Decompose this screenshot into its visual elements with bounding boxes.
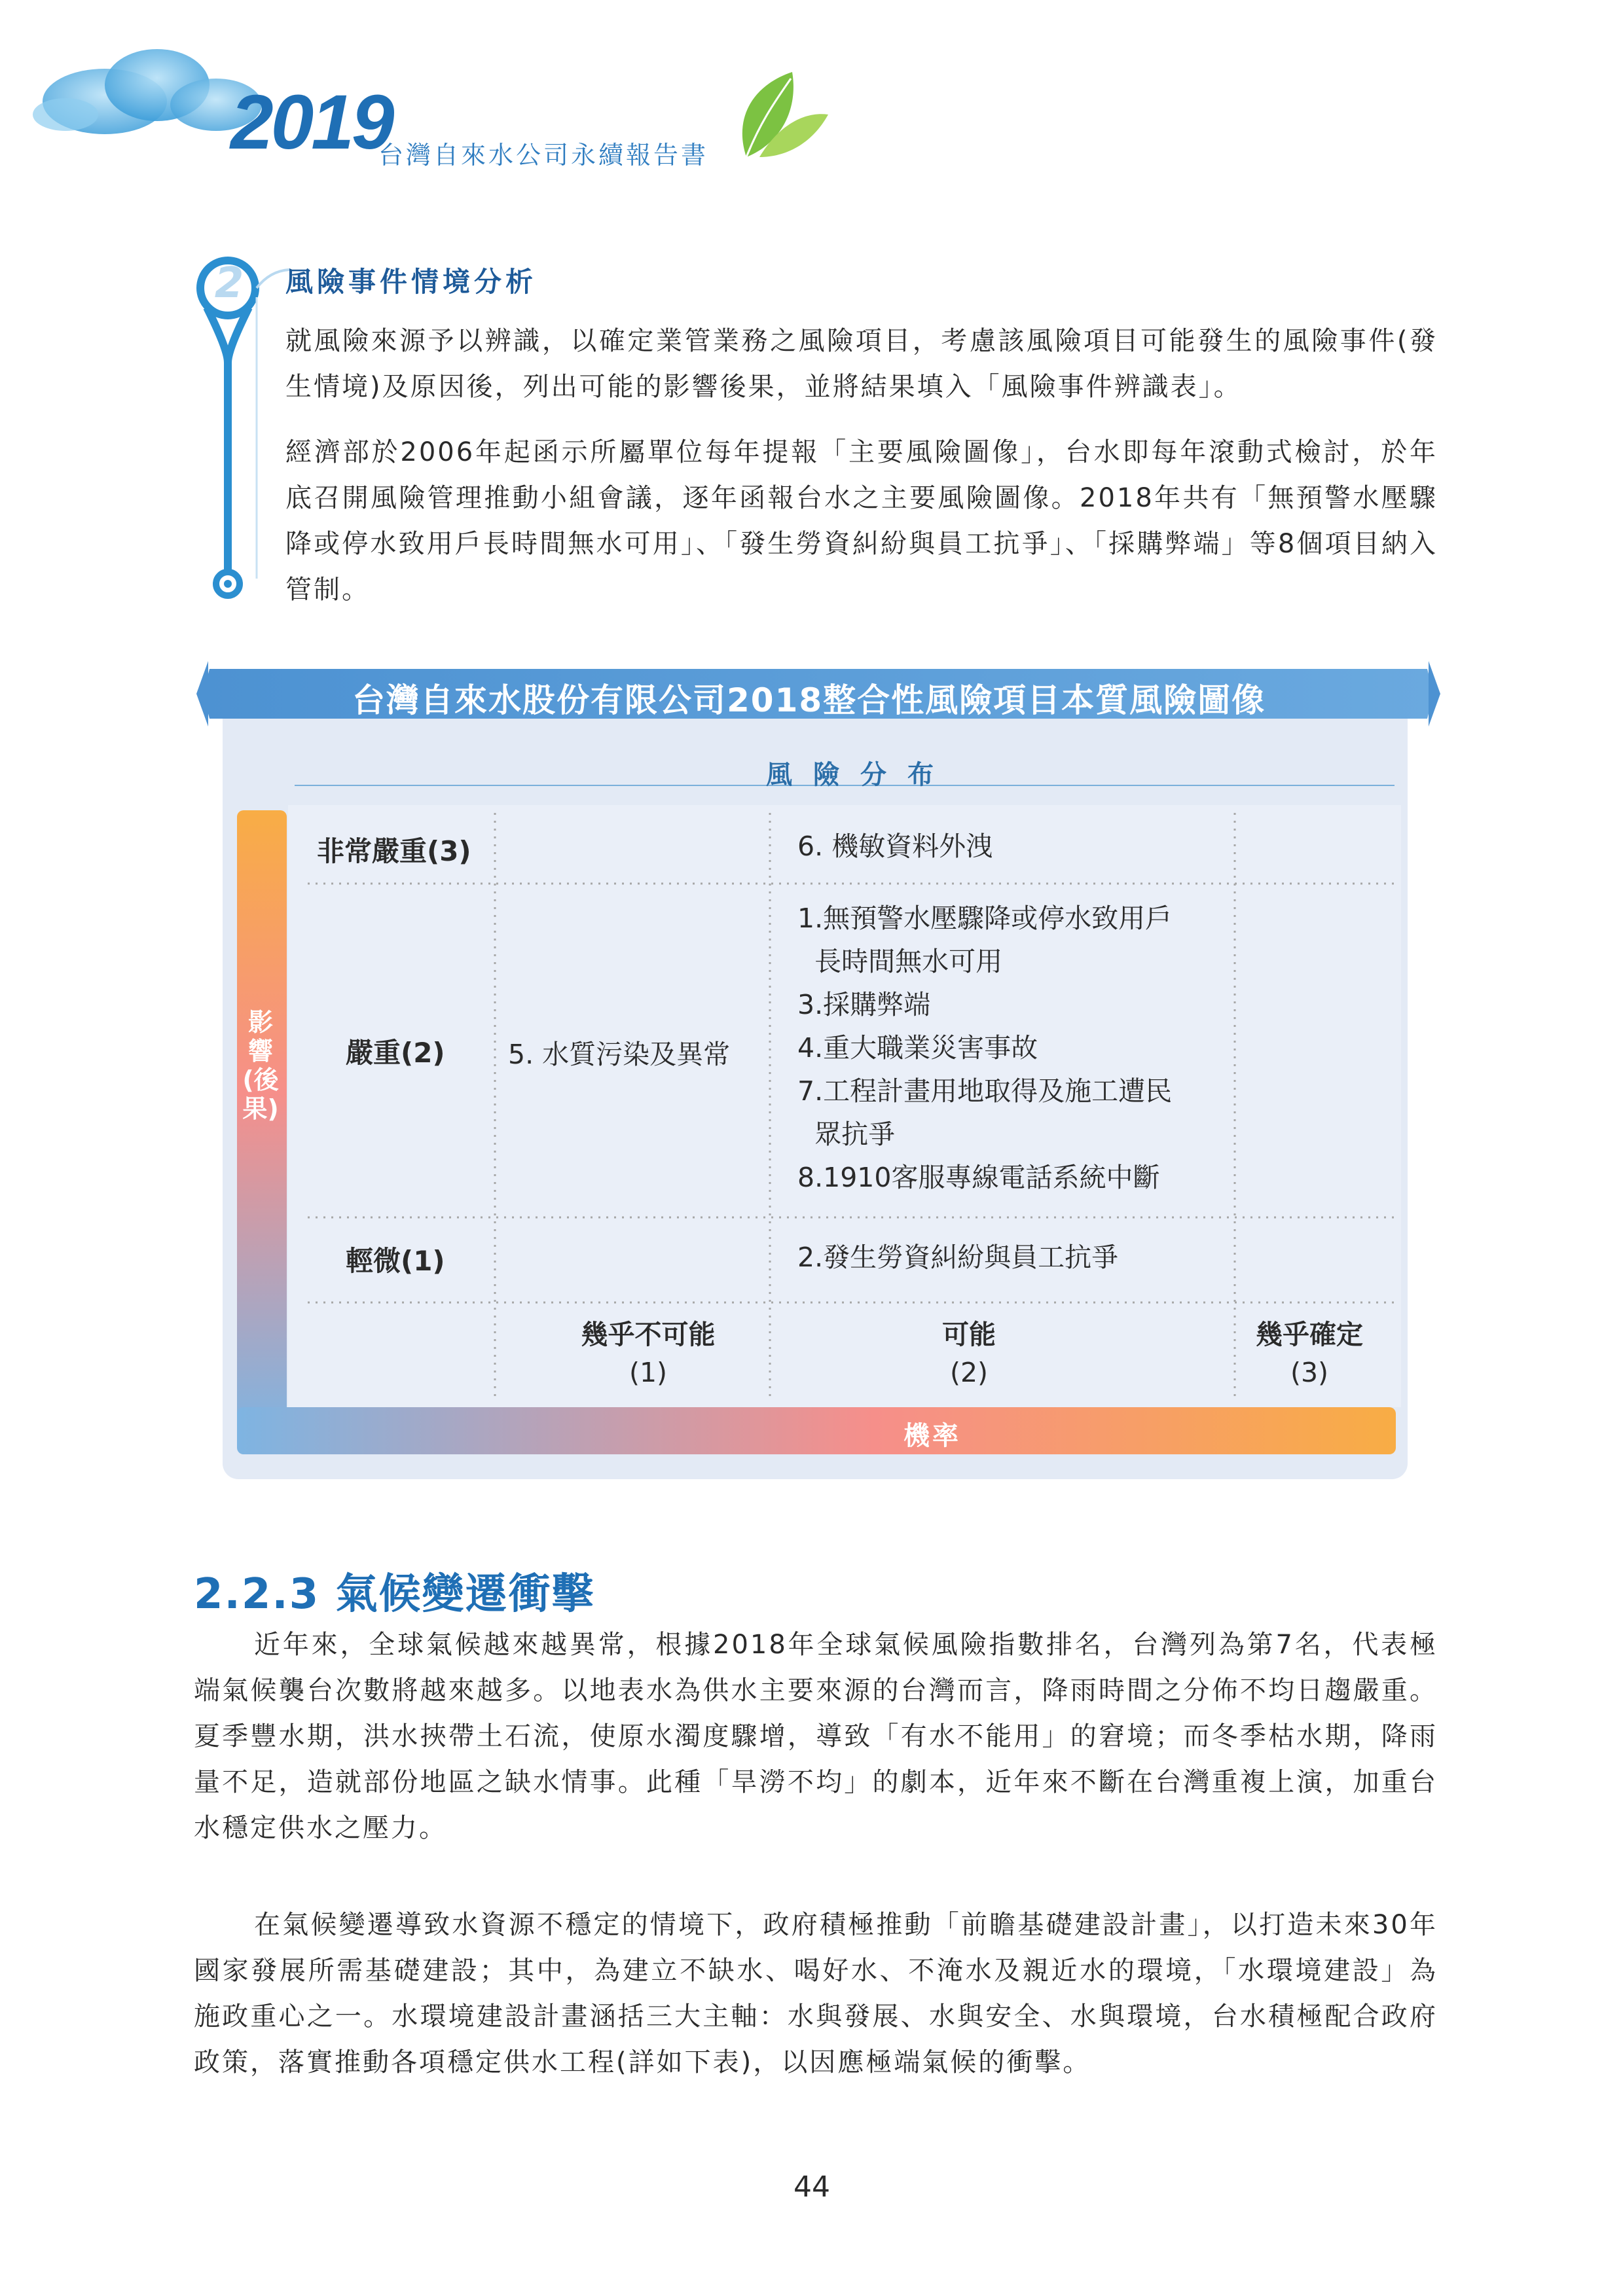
risk-cell-r2-c2: 1.無預警水壓驟降或停水致用戶 長時間無水可用 3.採購弊端 4.重大職業災害事故 7.工程計畫用地取得及施工遭民 眾抗爭 8.1910客服專線電話系統中斷 bbox=[797, 903, 1173, 1193]
climate-paragraph-2: 在氣候變遷導致水資源不穩定的情境下，政府積極推動「前瞻基礎建設計畫」，以打造未來30年國家發展所需基礎建設；其中，為建立不缺水、喝好水、不淹水及親近水的環境，「水環境建設」為施政重心之一。水環境建設計畫涵括三大主軸：水與發展、水與安全、水與環境，台水積極配合政府政策，落實推動各項穩定供水工程(詳如下表)，以因應極端氣候的衝擊。 bbox=[194, 1910, 1438, 2077]
probability-axis-label: 機率 bbox=[903, 1421, 961, 1451]
probability-col-1 bbox=[517, 1316, 779, 1391]
section2-paragraph-2: 經濟部於2006年起函示所屬單位每年提報「主要風險圖像」，台水即每年滾動式檢討，於年底召開風險管理推動小組會議，逐年函報台水之主要風險圖像。2018年共有「無預警水壓驟降或停水致用戶長時間無水可用」、「發生勞資糾紛與員工抗爭」、「採購弊端」等8個項目納入管制。 bbox=[285, 437, 1438, 605]
report-title: 台灣自來水公司永續報告書 bbox=[378, 141, 709, 170]
risk-cell-r2-c1: 5. 水質污染及異常 bbox=[508, 1039, 731, 1070]
section-heading-climate: 2.2.3 氣候變遷衝擊 bbox=[194, 1570, 595, 1619]
section-number: 2 bbox=[214, 259, 244, 308]
probability-col-3-value: (3) bbox=[1290, 1357, 1329, 1388]
impact-row-label-very-severe: 非常嚴重(3) bbox=[317, 835, 471, 867]
leaf-logo-icon bbox=[720, 59, 831, 164]
probability-col-2 bbox=[838, 1316, 1100, 1391]
impact-row-label-minor: 輕微(1) bbox=[346, 1245, 445, 1277]
probability-col-2-value: (2) bbox=[949, 1357, 989, 1388]
impact-row-label-severe: 嚴重(2) bbox=[346, 1037, 445, 1069]
risk-distribution-label: 風險分布 bbox=[766, 760, 955, 790]
probability-col-1-label: 幾乎不可能 bbox=[581, 1319, 716, 1350]
page-number: 44 bbox=[793, 2170, 830, 2204]
impact-axis-label: 影響(後果) bbox=[242, 1008, 279, 1123]
risk-map-title: 台灣自來水股份有限公司2018整合性風險項目本質風險圖像 bbox=[352, 681, 1266, 719]
climate-paragraph-1: 近年來，全球氣候越來越異常，根據2018年全球氣候風險指數排名，台灣列為第7名，代表極端氣候襲台次數將越來越多。以地表水為供水主要來源的台灣而言，降雨時間之分佈不均日趨嚴重。夏季豐水期，洪水挾帶土石流，使原水濁度驟增，導致「有水不能用」的窘境；而冬季枯水期，降雨量不足，造就部份地區之缺水情事。此種「旱澇不均」的劇本，近年來不斷在台灣重複上演，加重台水穩定供水之壓力。 bbox=[194, 1630, 1438, 1843]
section2-paragraph-1: 就風險來源予以辨識，以確定業管業務之風險項目，考慮該風險項目可能發生的風險事件(發生情境)及原因後，列出可能的影響後果，並將結果填入「風險事件辨識表」。 bbox=[285, 326, 1438, 402]
report-year: 2019 bbox=[230, 79, 392, 166]
probability-col-3 bbox=[1231, 1316, 1388, 1391]
probability-col-2-label: 可能 bbox=[942, 1319, 996, 1350]
risk-cell-r1-c2: 2.發生勞資糾紛與員工抗爭 bbox=[797, 1242, 1119, 1273]
probability-col-1-value: (1) bbox=[629, 1357, 668, 1388]
section-title: 風險事件情境分析 bbox=[285, 266, 538, 298]
probability-col-3-label: 幾乎確定 bbox=[1256, 1319, 1363, 1350]
risk-cell-r3-c2: 6. 機敏資料外洩 bbox=[797, 831, 993, 862]
